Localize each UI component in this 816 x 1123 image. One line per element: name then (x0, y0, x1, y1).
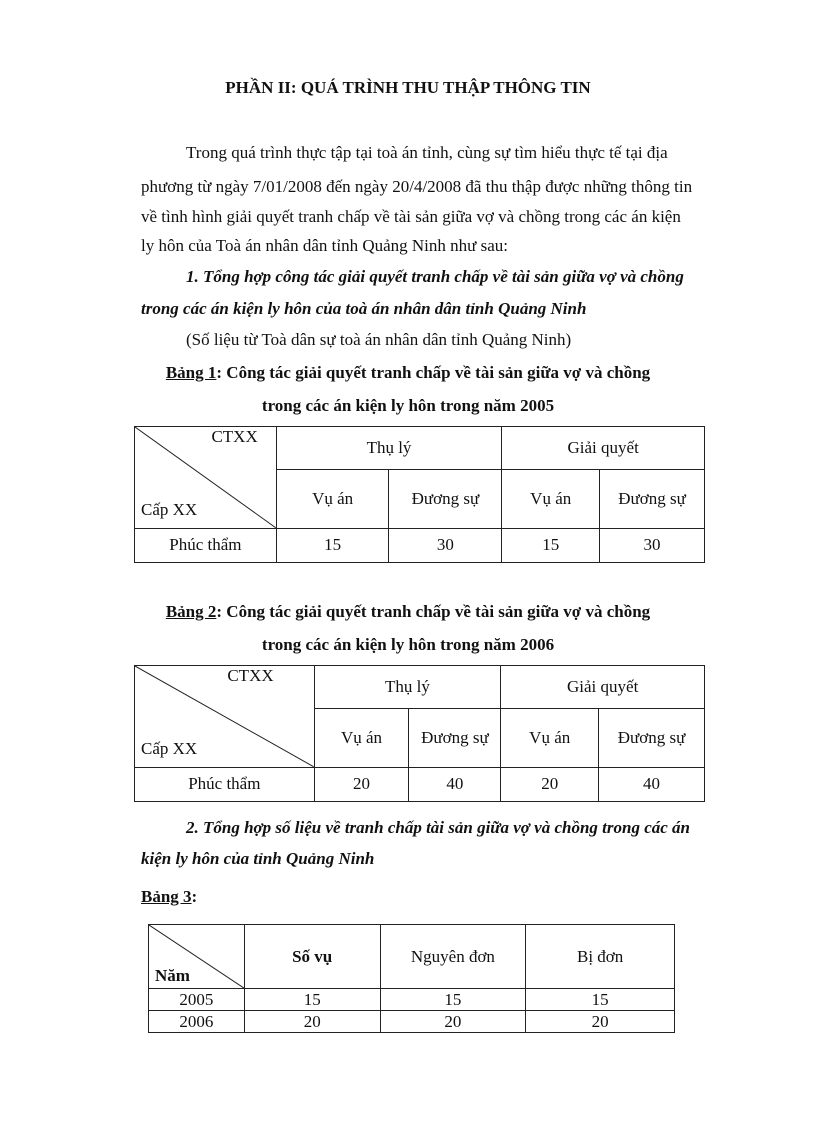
section2-heading-line-1: 2. Tổng hợp số liệu về tranh chấp tài sản giữa vợ và chồng trong các án (186, 818, 690, 837)
table2-corner-cell (135, 666, 315, 768)
table1-group-giaiquyet: Giải quyết (502, 427, 705, 470)
table3-label-suffix: : (191, 887, 198, 906)
table2-sub-header: Vụ án (314, 709, 409, 767)
table3-cell: 20 (526, 1011, 675, 1033)
table2-caption-line-1 (0, 602, 816, 622)
section1-heading-line-2: trong các án kiện ly hôn của toà án nhân dân tỉnh Quảng Ninh (141, 299, 587, 318)
table3-year: 2005 (149, 989, 245, 1011)
table2-cell: 20 (314, 767, 409, 801)
table3-header-sovu: Số vụ (244, 925, 380, 989)
table3-cell: 15 (380, 989, 526, 1011)
table2-caption-text: : Công tác giải quyết tranh chấp về tài sản giữa vợ và chồng (216, 602, 651, 621)
table3-cell: 15 (526, 989, 675, 1011)
intro-line-1: Trong quá trình thực tập tại toà án tỉnh, cùng sự tìm hiểu thực tế tại địa (186, 143, 668, 162)
page-title: PHẦN II: QUÁ TRÌNH THU THẬP THÔNG TIN (225, 78, 591, 97)
table1-sub-header: Đương sự (389, 470, 502, 528)
table1-cell: 15 (276, 528, 389, 562)
table3-header-bidon: Bị đơn (526, 925, 675, 989)
table1-corner-cell (135, 427, 277, 529)
table2-sub-header: Vụ án (501, 709, 599, 767)
intro-line-3: về tình hình giải quyết tranh chấp về tài sản giữa vợ và chồng trong các án kiện (141, 207, 681, 226)
table3-cell: 15 (244, 989, 380, 1011)
table2-caption-line-2: trong các án kiện ly hôn trong năm 2006 (261, 635, 555, 654)
table1-sub-header: Vụ án (502, 470, 600, 528)
table3-label-line (141, 887, 197, 907)
table2-group-thuly: Thụ lý (314, 666, 501, 709)
table3-cell: 20 (244, 1011, 380, 1033)
table3-cell: 20 (380, 1011, 526, 1033)
section2-heading-line-2: kiện ly hôn của tỉnh Quảng Ninh (141, 849, 375, 868)
table1-caption-line-1 (0, 363, 816, 383)
table2-sub-header: Đương sự (409, 709, 501, 767)
table1-corner-top: CTXX (211, 427, 258, 446)
table3-label: Bảng 3 (141, 887, 192, 906)
table1-corner-bottom: Cấp XX (141, 499, 198, 519)
table3 (148, 924, 675, 1033)
intro-line-2: phương từ ngày 7/01/2008 đến ngày 20/4/2008 đã thu thập được những thông tin (141, 177, 693, 196)
table3-corner-bottom: Năm (155, 966, 190, 985)
table1-sub-header: Vụ án (276, 470, 389, 528)
table2-sub-header: Đương sự (599, 709, 705, 767)
table2-corner-bottom: Cấp XX (141, 738, 198, 758)
table1-cell: 30 (600, 528, 705, 562)
table1-sub-header: Đương sự (600, 470, 705, 528)
table1-label: Bảng 1 (165, 363, 217, 382)
table1-caption-text: : Công tác giải quyết tranh chấp về tài sản giữa vợ và chồng (216, 363, 651, 382)
table1-caption-line-2: trong các án kiện ly hôn trong năm 2005 (261, 396, 555, 415)
table1-cell: 15 (502, 528, 600, 562)
table1-row-label: Phúc thẩm (135, 528, 277, 562)
table3-header-nguyendon: Nguyên đơn (380, 925, 526, 989)
table2-group-giaiquyet: Giải quyết (501, 666, 705, 709)
table2-cell: 20 (501, 767, 599, 801)
source-note: (Số liệu từ Toà dân sự toà án nhân dân tỉnh Quảng Ninh) (186, 330, 572, 349)
table1-cell: 30 (389, 528, 502, 562)
table2-label: Bảng 2 (165, 602, 217, 621)
table2 (134, 665, 705, 802)
table3-corner-cell (149, 925, 245, 989)
intro-line-4: ly hôn của Toà án nhân dân tỉnh Quảng Ninh như sau: (141, 236, 509, 255)
table2-cell: 40 (409, 767, 501, 801)
table1-group-thuly: Thụ lý (276, 427, 502, 470)
table2-row-label: Phúc thẩm (135, 767, 315, 801)
table2-corner-top: CTXX (227, 666, 274, 685)
table2-cell: 40 (599, 767, 705, 801)
table1 (134, 426, 705, 563)
table3-year: 2006 (149, 1011, 245, 1033)
section1-heading-line-1: 1. Tổng hợp công tác giải quyết tranh chấp về tài sản giữa vợ và chồng (186, 267, 684, 286)
